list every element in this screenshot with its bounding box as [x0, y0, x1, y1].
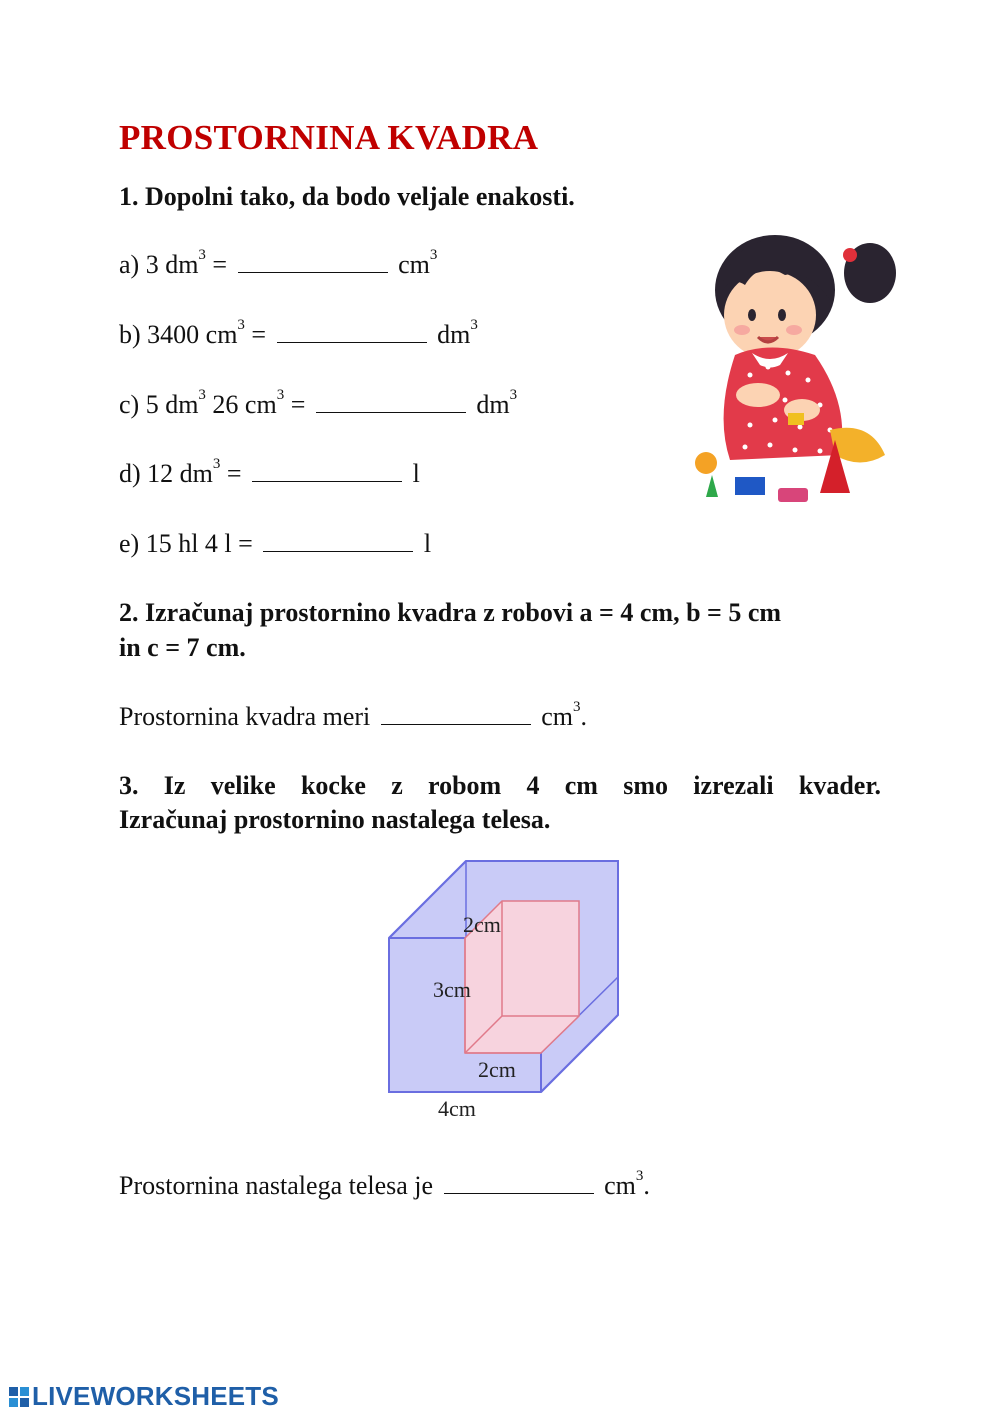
- label-left-3cm: 3cm: [433, 977, 471, 1002]
- label-base-4cm: 4cm: [438, 1096, 476, 1121]
- task1-item-a: a) 3 $dm^3 = cm^3$: [119, 247, 438, 279]
- label-top-2cm: 2cm: [463, 912, 501, 937]
- answer-blank-b[interactable]: [277, 320, 427, 343]
- task2-heading-line2: in c = 7 cm.: [119, 633, 246, 662]
- answer-blank-a[interactable]: [238, 250, 388, 273]
- task3-heading-line1: 3. Iz velike kocke z robom 4 cm smo izrezali kvader.: [119, 771, 881, 800]
- task3-heading: [119, 771, 881, 835]
- label-bottom-2cm: 2cm: [478, 1057, 516, 1082]
- liveworksheets-logo-icon: [8, 1386, 30, 1408]
- answer-blank-e[interactable]: [263, 529, 413, 552]
- cube-with-cutout-diagram: [380, 855, 630, 1130]
- task1-heading: 1. Dopolni tako, da bodo veljale enakosti.: [119, 182, 575, 211]
- page-title: PROSTORNINA KVADRA: [119, 118, 539, 157]
- answer-blank-c[interactable]: [316, 390, 466, 413]
- answer-blank-d[interactable]: [252, 459, 402, 482]
- task2-answer-blank[interactable]: [381, 702, 531, 725]
- task3-answer-blank[interactable]: [444, 1171, 594, 1194]
- task1-item-b: b) 3400 $cm^3 = dm^3$: [119, 317, 478, 349]
- task2-heading-line1: 2. Izračunaj prostornino kvadra z robovi a = 4 cm, b = 5 cm: [119, 598, 782, 627]
- task3-answer-line: Prostornina nastalega telesa je $cm^3$.: [119, 1168, 650, 1200]
- task1-item-d: d) 12 $dm^3 = l$: [119, 456, 420, 488]
- task1-item-e: e) 15 hl 4 l = l: [119, 529, 432, 558]
- task3-heading-line2: Izračunaj prostornino nastalega telesa.: [119, 805, 551, 834]
- task1-item-c: c) 5 $dm^3$ 26 $cm^3 = dm^3$: [119, 387, 518, 419]
- footer-brand: LIVEWORKSHEETS: [32, 1381, 279, 1411]
- liveworksheets-footer[interactable]: [8, 1381, 279, 1412]
- task2-answer-line: Prostornina kvadra meri $cm^3$.: [119, 699, 588, 731]
- girl-playing-illustration: [690, 215, 905, 507]
